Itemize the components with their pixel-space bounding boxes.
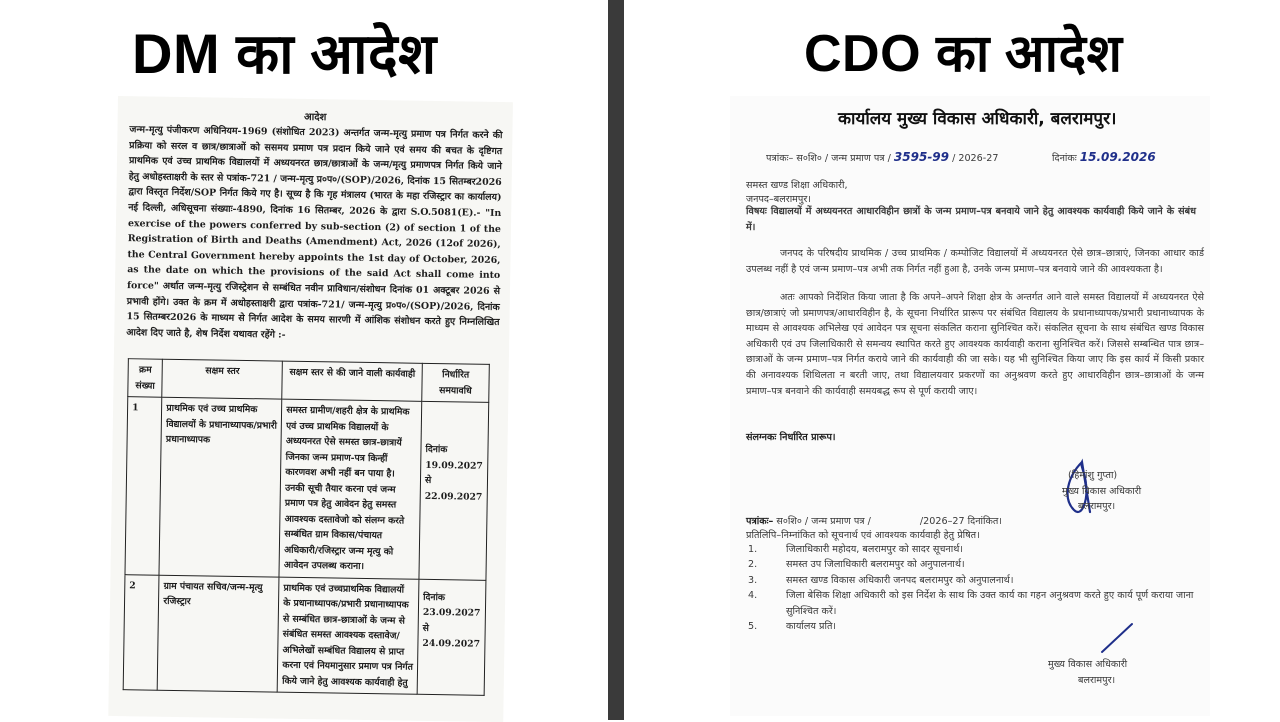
paragraph-1: जनपद के परिषदीय प्राथमिक / उच्च प्राथमिक / कम्पोजिट विद्यालयों में अध्ययनरत ऐसे छात्र–छात्राएं, जिनका आधार कार्ड उपलब्ध नहीं है एवं जन्म प्रमाण–पत्र अभी तक निर्गत नहीं हुआ है, उनके जन्म प्रमाण–पत्र बनवाये जाने की आवश्यकता है।	[746, 248, 1204, 275]
date-line	[1052, 150, 1156, 164]
list-item-number: 1.	[748, 544, 758, 555]
dm-order-title: आदेश	[303, 111, 327, 124]
initial-scribble	[1098, 620, 1138, 656]
signatory-title: मुख्य विकास अधिकारी	[1062, 486, 1142, 497]
dm-order-document	[108, 96, 513, 722]
list-item-number: 4.	[748, 590, 758, 602]
list-item	[748, 588, 1198, 619]
row-period: दिनांक 19.09.2027 से 22.09.2027	[419, 401, 489, 580]
reference-line-2	[746, 514, 1002, 527]
list-item	[748, 557, 1198, 572]
addressee-line1: समस्त खण्ड शिक्षा अधिकारी,	[746, 180, 848, 191]
row-action: प्राथमिक एवं उच्चप्राथमिक विद्यालयों के प्रधानाध्यापक/प्रभारी प्रधानाध्यापक से सम्बंधित छात्र-छात्राओं के जन्म से संबंधित समस्त आवश्यक दस्तावेज/अभिलेखों सम्बंधित विद्यालय से प्राप्त करना एवं नियमानुसार प्रमाण पत्र निर्गत किये जाने हेतु आवश्यक कार्यवाही हेतु	[277, 577, 419, 695]
list-item-text: जिला बेसिक शिक्षा अधिकारी को इस निर्देश के साथ कि उक्त कार्य का गहन अनुश्रवण करते हुए कार्य पूर्ण कराया जाना सुनिश्चित करें।	[786, 590, 1194, 617]
list-item-number: 3.	[748, 574, 758, 586]
office-heading: कार्यालय मुख्य विकास अधिकारी, बलरामपुर।	[838, 109, 1117, 129]
ref2-prefix: पत्रांकः–	[746, 516, 774, 527]
table-row	[123, 574, 486, 695]
list-item	[748, 573, 1198, 588]
ref-number-handwritten: 3595-99	[893, 150, 949, 164]
addressee-line2: जनपद–बलरामपुर।	[746, 194, 811, 205]
list-item-text: कार्यालय प्रति।	[786, 621, 837, 633]
ref2-text: स०शि० / जन्म प्रमाण पत्र /	[776, 516, 871, 527]
list-item-number: 2.	[748, 559, 758, 571]
reference-line	[766, 150, 998, 164]
paragraph-2: अतः आपको निर्देशित किया जाता है कि अपने–अपने शिक्षा क्षेत्र के अन्तर्गत आने वाले समस्त विद्यालयों में अध्ययनरत ऐसे छात्र/छात्राएं जो प्रमाणपत्र/आधारविहीन है, के सूचना निर्धारित प्रारूप पर संबंधित विद्यालय के प्रधानाध्यापक/प्रभारी प्रधानाध्यापक के माध्यम से आवश्यक अभिलेख एवं आवेदन पत्र सूचना संकलित कराना सुनिश्चित करें। संकलित सूचना के साथ संबंधित खण्ड विकास अधिकारी एवं उप जिलाधिकारी से समन्वय स्थापित करते हुए आवश्यक कार्यवाही कराना सुनिश्चित करें। जिससे सम्बन्धित पात्र छात्र–छात्राओं के जन्म प्रमाण–पत्र निर्गत कराये जाने की कार्यवाही की जा सके। यह भी सुनिश्चित किया जाए कि इस कार्य में किसी प्रकार की अनावश्यक शिथिलता न बरती जाए, तथा विद्यालयवार प्रकरणों का अनुश्रवण करते हुए आधारविहीन छात्र–छात्राओं के जन्म प्रमाण–पत्र बनवाने की कार्यवाही समयबद्ध रूप से पूर्ण करायी जाए।	[746, 292, 1204, 397]
row-level: प्राथमिक एवं उच्च प्राथमिक विद्यालयों के प्रधानाध्यापक/प्रभारी प्रधानाध्यापक	[159, 397, 282, 576]
enclosure-line: संलग्नकः निर्धारित प्रारूप।	[746, 432, 836, 443]
ref-year: / 2026-27	[952, 153, 999, 164]
row-period: दिनांक 23.09.2027 से 24.09.2027	[417, 579, 486, 696]
copy-signatory-place: बलरामपुर।	[1078, 675, 1116, 686]
signatory-place: बलरामपुर।	[1078, 501, 1116, 512]
header-level: सक्षम स्तर	[162, 359, 283, 399]
row-level: ग्राम पंचायत सचिव/जन्म-मृत्यु रजिस्ट्रार	[157, 575, 279, 692]
dm-order-heading: DM का आदेश	[132, 22, 437, 85]
row-serial: 2	[123, 574, 159, 690]
cdo-order-document	[730, 96, 1210, 716]
copy-line: प्रतिलिपि–निम्नांकित को सूचनार्थ एवं आवश्यक कार्यवाही हेतु प्रेषित।	[746, 530, 980, 541]
ref2-tail: /2026–27 दिनांकित।	[919, 516, 1002, 527]
date-label: दिनांकः	[1052, 153, 1077, 164]
list-item-number: 5.	[748, 621, 758, 633]
list-item-text: समस्त खण्ड विकास अधिकारी जनपद बलरामपुर को अनुपालनार्थ।	[786, 574, 1014, 586]
list-item-text: समस्त उप जिलाधिकारी बलरामपुर को अनुपालनार्थ।	[786, 559, 965, 571]
center-divider	[608, 0, 624, 720]
copy-signatory-title: मुख्य विकास अधिकारी	[1048, 659, 1128, 670]
ref-prefix: पत्रांकः– स०शि०	[766, 153, 822, 164]
subject-line: विषयः विद्यालयों में अध्ययनरत आधारविहीन छात्रों के जन्म प्रमाण–पत्र बनवाये जाने हेतु आवश्यक कार्यवाही किये जाने के संबंध में।	[746, 206, 1196, 233]
signatory-name: (हिमांशु गुप्ता)	[1068, 470, 1118, 481]
row-serial: 1	[125, 397, 162, 575]
list-item	[748, 542, 1198, 557]
dm-order-body: जन्म-मृत्यु पंजीकरण अधिनियम-1969 (संशोधित 2023) अन्तर्गत जन्म-मृत्यु प्रमाण पत्र निर्गत करने की प्रक्रिया को सरल व छात्र/छात्राओं को ससमय प्रमाण पत्र प्रदान किये जाने एवं समय की बचत के दृष्टिगत प्राथमिक एवं उच्च प्राथमिक विद्यालयों में अध्ययनरत छात्र/छात्राओं के जन्म/मृत्यु प्रमाणपत्र निर्गत किये जाने हेतु अधोहस्ताक्षरी के स्तर से पत्रांक-721 / जन्म-मृत्यु प्र०प०/(SOP)/2026, दिनांक 15 सितम्बर2026 द्वारा विस्तृत निर्देश/SOP निर्गत किये गए है। सूच्य है कि गृह मंत्रालय (भारत के महा रजिस्ट्रार का कार्यालय) नई दिल्ली, अधिसूचना संख्याः-4890, दिनांक 16 सितम्बर, 2026 के द्वारा S.O.5081(E).- "In exercise of the powers conferred by sub-section (2) of section 1 of the Registration of Birth and Deaths (Amendment) Act, 2026 (12of 2026), the Central Government hereby appoints the 1st day of October, 2026, as the date on which the provisions of the said Act shall come into force" अर्थात जन्म-मृत्यु रजिस्ट्रेशन से सम्बंधित नवीन प्राविधान/संशोधन दिनांक 01 अक्टूबर 2026 से प्रभावी होंगे। उक्त के क्रम में अधोहस्ताक्षरी द्वारा पत्रांक-721/ जन्म-मृत्यु प्र०प०/(SOP)/2026, दिनांक 15 सितम्बर2026 के माध्यम से निर्गत आदेश के समय सारणी में आंशिक संशोधन करते हुए निम्नलिखित आदेश दिए जाते है, शेष निर्देश यथावत रहेंगे :-	[126, 124, 503, 341]
ref-mid: / जन्म प्रमाण पत्र /	[824, 153, 891, 164]
list-item-text: जिलाधिकारी महोदय, बलरामपुर को सादर सूचनार्थ।	[786, 544, 964, 555]
header-serial: क्रम संख्या	[128, 359, 163, 398]
table-header-row	[128, 359, 490, 403]
cdo-order-heading: CDO का आदेश	[804, 25, 1123, 83]
row-action: समस्त ग्रामीण/शहरी क्षेत्र के प्राथमिक एवं उच्च प्राथमिक विद्यालयों के अध्ययनरत ऐसे समस्त छात्र-छात्रायें जिनका जन्म प्रमाण-पत्र किन्हीं कारणवश अभी नहीं बन पाया है। उनकी सूची तैयार करना एवं जन्म प्रमाण पत्र हेतु आवेदन हेतु समस्त आवश्यक दस्तावेजो को संलग्न करते सम्बंधित ग्राम विकास/पंचायत अधिकारी/रजिस्ट्रार जन्म मृत्यु को आवेदन उपलब्ध कराना।	[279, 399, 422, 579]
dm-order-table	[123, 358, 490, 696]
header-action: सक्षम स्तर से की जाने वाली कार्यवाही	[282, 361, 422, 401]
date-handwritten: 15.09.2026	[1079, 150, 1156, 164]
header-period: निर्धारित समयावधि	[422, 363, 490, 402]
table-row	[125, 397, 489, 580]
